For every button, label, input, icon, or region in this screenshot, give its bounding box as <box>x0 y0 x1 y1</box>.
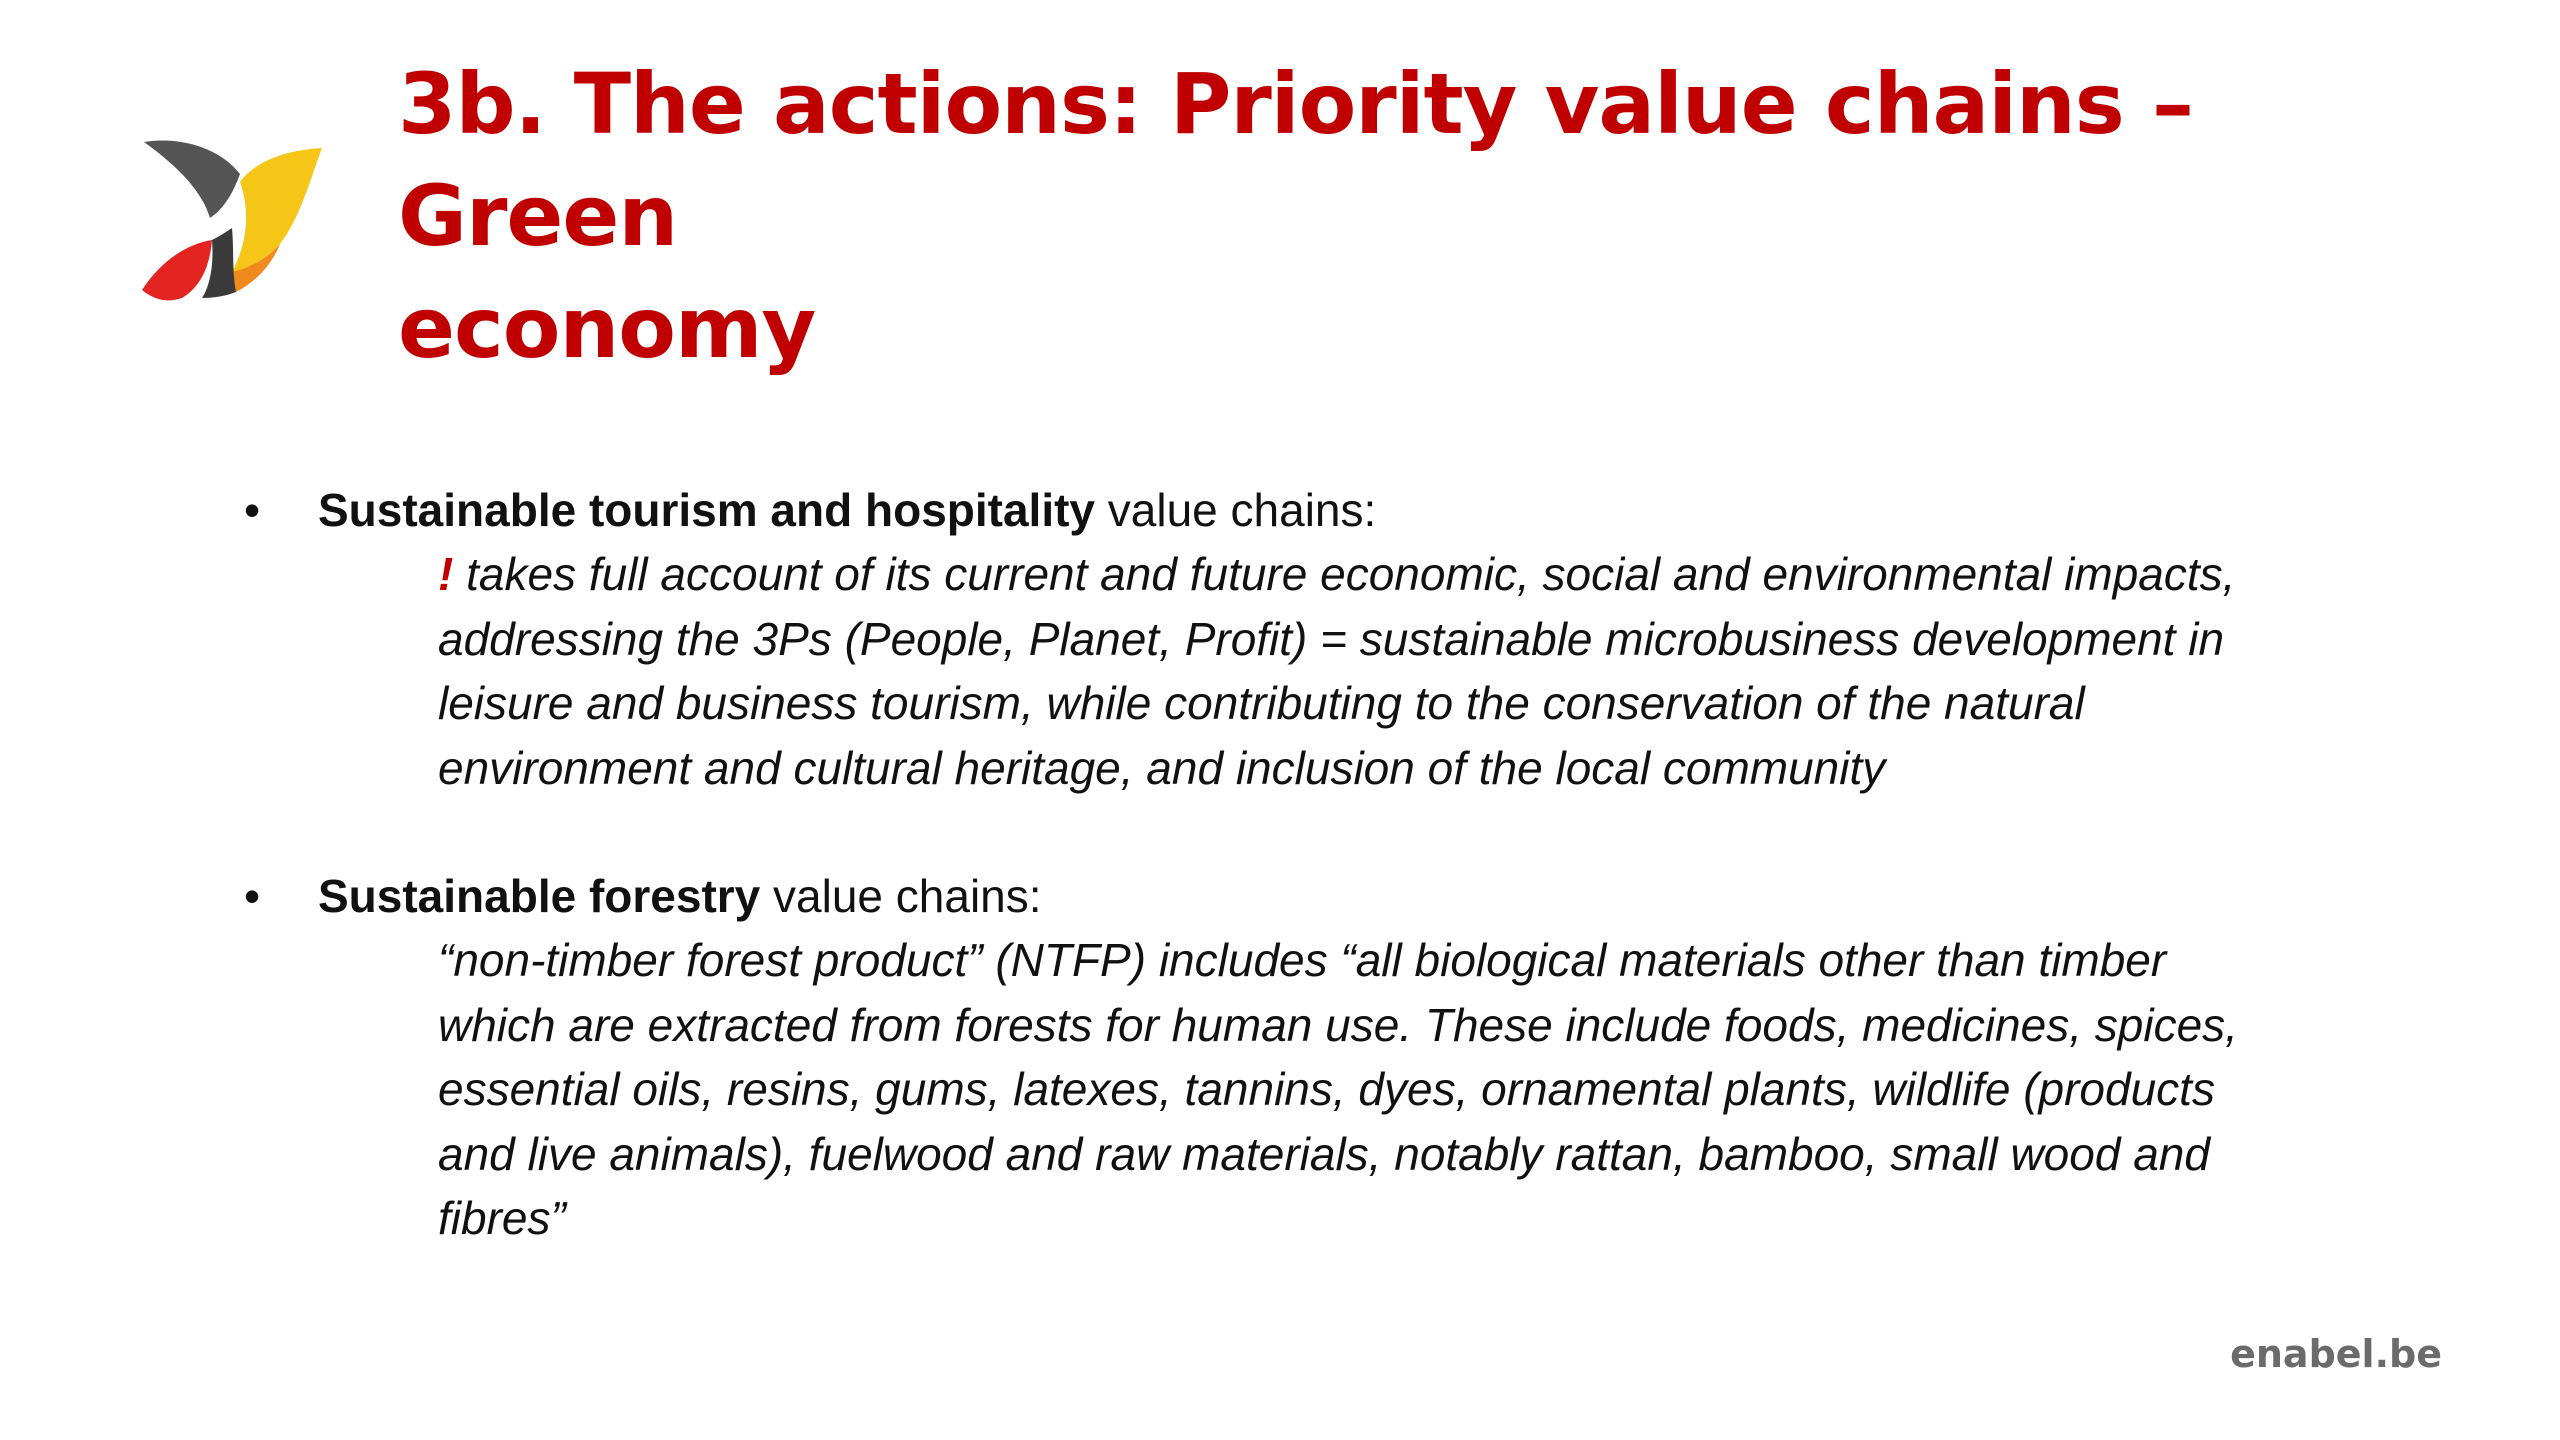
bullet-heading-suffix: value chains: <box>760 870 1042 922</box>
slide-title-line-1: 3b. The actions: Priority value chains – Green <box>398 55 2194 265</box>
bullet-icon: • <box>244 870 261 922</box>
enabel-logo-icon <box>140 140 330 305</box>
detail-line: ! takes full account of its current and future economic, social and environmental impacts, <box>438 548 2236 600</box>
slide-title-line-2: economy <box>398 279 816 377</box>
bullet-heading-suffix: value chains: <box>1095 484 1377 536</box>
bullet-forestry <box>240 864 2440 1251</box>
bullet-list <box>240 478 2440 1315</box>
bullet-tourism <box>240 478 2440 800</box>
bullet-detail <box>438 542 2418 800</box>
detail-line: leisure and business tourism, while contributing to the conservation of the natural <box>438 677 2085 729</box>
detail-line: addressing the 3Ps (People, Planet, Profit) = sustainable microbusiness development in <box>438 612 2225 665</box>
detail-line: environment and cultural heritage, and inclusion of the local community <box>438 741 1886 794</box>
bullet-detail <box>438 928 2418 1251</box>
bullet-icon: • <box>244 484 261 536</box>
bullet-heading <box>240 478 2440 542</box>
bullet-heading-bold: Sustainable tourism and hospitality <box>318 484 1096 536</box>
detail-line: fibres” <box>438 1192 566 1244</box>
bullet-heading <box>240 864 2440 928</box>
detail-line: essential oils, resins, gums, latexes, tannins, dyes, ornamental plants, wildlife (products <box>438 1063 2215 1115</box>
bullet-heading-bold: Sustainable forestry <box>318 870 761 922</box>
detail-line: and live animals), fuelwood and raw materials, notably rattan, bamboo, small wood and <box>438 1127 2210 1180</box>
detail-line: “non-timber forest product” (NTFP) includes “all biological materials other than timber <box>438 934 2167 986</box>
detail-line: which are extracted from forests for human use. These include foods, medicines, spices, <box>438 998 2238 1051</box>
footer-url: enabel.be <box>2230 1332 2442 1376</box>
exclamation-mark: ! <box>438 548 454 600</box>
slide-title <box>398 48 2478 384</box>
